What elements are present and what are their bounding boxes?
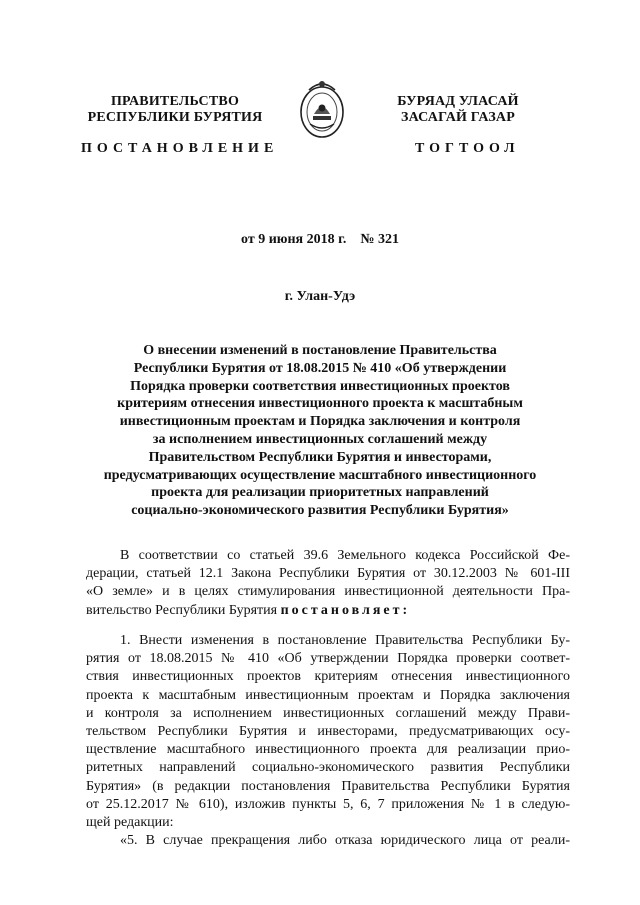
preamble-line: В соответствии со статьей 39.6 Земельного кодекса Российской Фе- bbox=[120, 548, 570, 563]
header-left-line-2: РЕСПУБЛИКИ БУРЯТИЯ bbox=[87, 110, 263, 125]
preamble-line-text: вительство Республики Бурятия bbox=[86, 602, 281, 618]
republic-of-buryatia-emblem-icon bbox=[297, 76, 347, 142]
item-1-line: щей редакции: bbox=[86, 815, 174, 831]
item-1-line: рятия от 18.08.2015 № 410 «Об утверждении Порядка проверки соответ- bbox=[86, 651, 570, 667]
title-line: социально-экономического развития Республики Бурятия» bbox=[131, 503, 509, 519]
title-line: проекта для реализации приоритетных направлений bbox=[151, 485, 489, 501]
header-left-line-1: ПРАВИТЕЛЬСТВО bbox=[110, 94, 240, 109]
document-title bbox=[60, 342, 580, 520]
item-1-line: ствия инвестиционных проектов критериям отнесения инвестиционного bbox=[86, 669, 570, 685]
item-1-line: проекта к масштабным инвестиционным проектам и Порядка заключения bbox=[86, 687, 570, 703]
government-name-russian bbox=[75, 94, 275, 126]
header-right-line-2: ЗАСАГАЙ ГАЗАР bbox=[400, 110, 515, 125]
header-right-line-1: БУРЯАД УЛАСАЙ bbox=[397, 94, 519, 109]
item-1-paragraph bbox=[86, 632, 570, 850]
title-line: за исполнением инвестиционных соглашений между bbox=[152, 431, 488, 447]
doc-type-russian: ПОСТАНОВЛЕНИЕ bbox=[81, 141, 279, 156]
preamble-paragraph bbox=[86, 547, 570, 620]
title-line: О внесении изменений в постановление Правительства bbox=[143, 343, 497, 358]
item-1-line: и контроля за исполнением инвестиционных соглашений между Прави- bbox=[86, 705, 570, 721]
government-name-buryat bbox=[358, 94, 558, 126]
title-line: предусматривающих осуществление масштабного инвестиционного bbox=[103, 467, 537, 483]
item-1-line: ществление масштабного инвестиционного проекта для реализации прио- bbox=[86, 742, 570, 758]
title-line: Правительством Республики Бурятия и инвесторами, bbox=[148, 449, 492, 465]
decree-word: постановляет: bbox=[280, 602, 411, 618]
title-line: инвестиционным проектам и Порядка заключения и контроля bbox=[119, 414, 521, 430]
place-of-issue: г. Улан-Удэ bbox=[284, 289, 356, 304]
item-5-line: «5. В случае прекращения либо отказа юридического лица от реали- bbox=[120, 833, 570, 849]
date-and-number: от 9 июня 2018 г. № 321 bbox=[241, 232, 399, 247]
item-1-line: от 25.12.2017 № 610), изложив пункты 5, 6, 7 приложения № 1 в следую- bbox=[86, 796, 570, 812]
item-1-line: ритетных направлений социально-экономического развития Республики bbox=[86, 760, 570, 776]
title-line: Порядка проверки соответствия инвестиционных проектов bbox=[130, 378, 510, 394]
title-line: Республики Бурятия от 18.08.2015 № 410 «Об утверждении bbox=[133, 360, 507, 376]
preamble-last-line bbox=[86, 602, 570, 620]
title-line: критериям отнесения инвестиционного проекта к масштабным bbox=[117, 396, 523, 412]
doc-type-buryat: ТОГТООЛ bbox=[415, 141, 520, 156]
item-1-line: тельством Республики Бурятия и инвесторами, предусматривающих осу- bbox=[86, 724, 570, 740]
item-1-line: Бурятия» (в редакции постановления Правительства Республики Бурятия bbox=[86, 778, 570, 794]
preamble-line: дерации, статьей 12.1 Закона Республики Бурятия от 30.12.2003 № 601-III bbox=[86, 566, 570, 582]
item-1-line: 1. Внести изменения в постановление Правительства Республики Бу- bbox=[120, 633, 570, 648]
preamble-line: «О земле» и в целях стимулирования инвестиционной деятельности Пра- bbox=[86, 584, 570, 600]
